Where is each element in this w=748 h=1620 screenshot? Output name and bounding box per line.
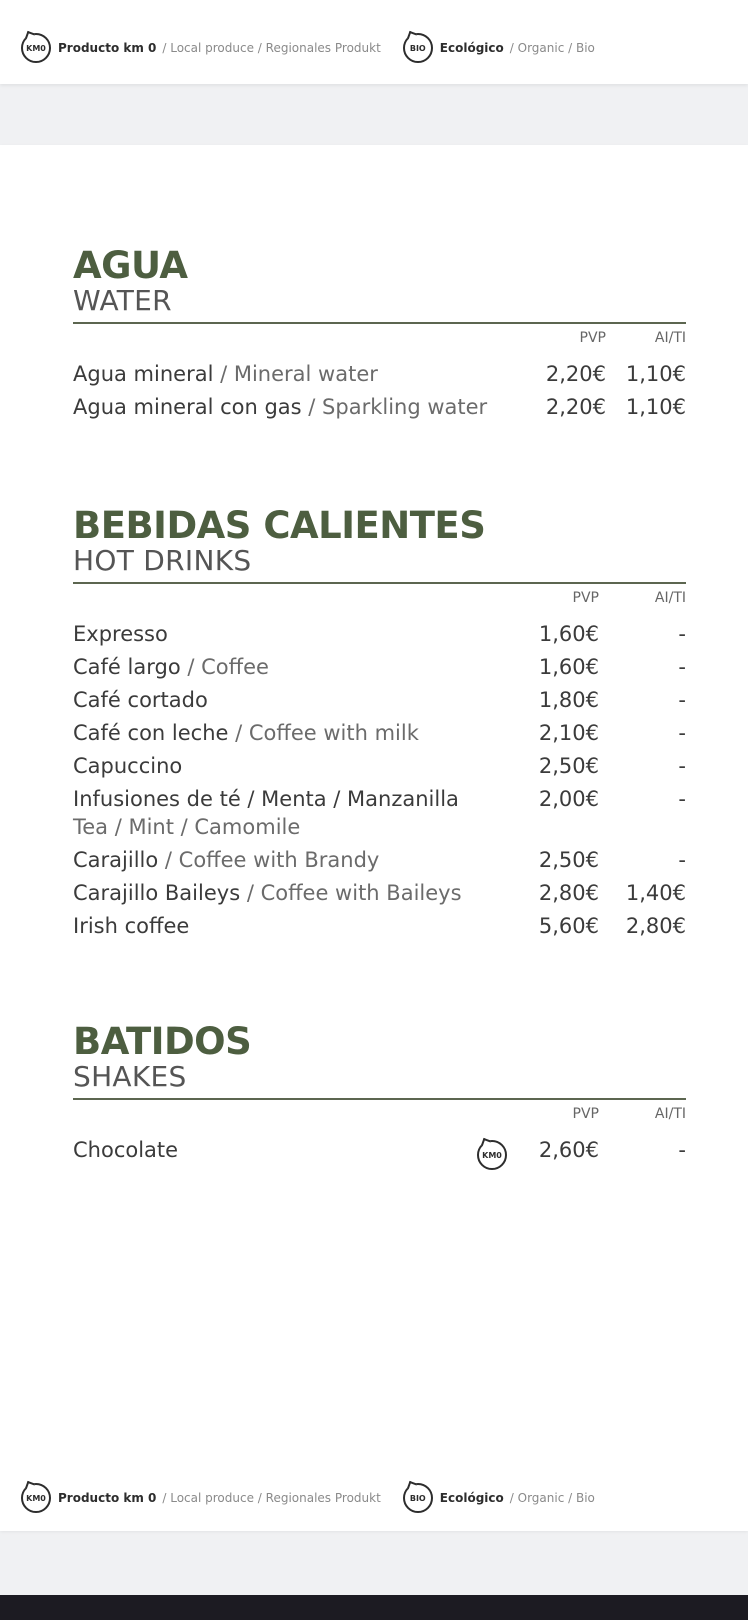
legend-bio <box>403 33 595 63</box>
col-aiti: AI/TI <box>654 590 686 606</box>
price-pvp: 1,60€ <box>538 622 599 646</box>
section-title: BATIDOS <box>73 1020 252 1063</box>
menu-item: Carajillo Baileys / Coffee with Baileys 2,80€ 1,40€ <box>73 877 686 910</box>
menu-item: Expresso 1,60€ - <box>73 618 686 651</box>
price-aiti: - <box>678 848 686 872</box>
bio-icon: BIO <box>403 33 433 63</box>
price-pvp: 1,60€ <box>538 655 599 679</box>
legend-km0-translation: / Local produce / Regionales Produkt <box>162 1491 381 1505</box>
section-subtitle: HOT DRINKS <box>73 544 252 577</box>
column-headers <box>73 324 686 358</box>
background-strip <box>0 1595 748 1620</box>
price-pvp: 2,60€ <box>538 1138 599 1162</box>
price-pvp: 1,80€ <box>538 688 599 712</box>
legend-top <box>0 0 748 84</box>
section-shakes <box>73 1022 686 1167</box>
price-pvp: 5,60€ <box>538 914 599 938</box>
price-pvp: 2,00€ <box>538 787 599 811</box>
menu-item: Infusiones de té / Menta / Manzanilla Tea / Mint / Camomile 2,00€ - <box>73 783 686 844</box>
price-aiti: - <box>678 688 686 712</box>
menu-item: Chocolate KM0 2,60€ - <box>73 1134 686 1167</box>
price-aiti: - <box>678 1138 686 1162</box>
legend-bio-label: Ecológico <box>439 1491 504 1505</box>
km0-icon: KM0 <box>21 33 51 63</box>
price-pvp: 2,50€ <box>538 848 599 872</box>
menu-item: Agua mineral con gas / Sparkling water 2,20€ 1,10€ <box>73 391 686 424</box>
menu-item: Café cortado 1,80€ - <box>73 684 686 717</box>
section-subtitle: SHAKES <box>73 1060 187 1093</box>
km0-icon: KM0 <box>477 1140 507 1170</box>
price-aiti: - <box>678 622 686 646</box>
menu-item: Agua mineral / Mineral water 2,20€ 1,10€ <box>73 358 686 391</box>
price-aiti: - <box>678 754 686 778</box>
section-hot-drinks <box>73 506 686 943</box>
price-pvp: 2,20€ <box>545 362 606 386</box>
legend-bio-label: Ecológico <box>439 41 504 55</box>
price-pvp: 2,10€ <box>538 721 599 745</box>
menu-item: Café con leche / Coffee with milk 2,10€ - <box>73 717 686 750</box>
legend-bio-translation: / Organic / Bio <box>509 1491 595 1505</box>
section-water <box>73 246 686 424</box>
price-pvp: 2,80€ <box>538 881 599 905</box>
legend-bio-translation: / Organic / Bio <box>509 41 595 55</box>
legend-bio <box>403 1483 595 1513</box>
column-headers <box>73 1100 686 1134</box>
section-title: BEBIDAS CALIENTES <box>73 504 486 547</box>
price-aiti: - <box>678 787 686 811</box>
menu-item: Carajillo / Coffee with Brandy 2,50€ - <box>73 844 686 877</box>
col-pvp: PVP <box>579 330 606 346</box>
section-subtitle: WATER <box>73 284 172 317</box>
col-pvp: PVP <box>572 1106 599 1122</box>
col-pvp: PVP <box>572 590 599 606</box>
section-title: AGUA <box>73 244 188 287</box>
column-headers <box>73 584 686 618</box>
menu-item: Irish coffee 5,60€ 2,80€ <box>73 910 686 943</box>
col-aiti: AI/TI <box>654 330 686 346</box>
legend-km0-translation: / Local produce / Regionales Produkt <box>162 41 381 55</box>
price-aiti: - <box>678 721 686 745</box>
price-aiti: 1,10€ <box>625 362 686 386</box>
col-aiti: AI/TI <box>654 1106 686 1122</box>
price-aiti: 1,40€ <box>625 881 686 905</box>
menu-item: Café largo / Coffee 1,60€ - <box>73 651 686 684</box>
legend-km0 <box>21 1483 381 1513</box>
km0-icon: KM0 <box>21 1483 51 1513</box>
menu-item: Capuccino 2,50€ - <box>73 750 686 783</box>
price-aiti: 1,10€ <box>625 395 686 419</box>
price-aiti: - <box>678 655 686 679</box>
price-aiti: 2,80€ <box>625 914 686 938</box>
price-pvp: 2,50€ <box>538 754 599 778</box>
legend-km0-label: Producto km 0 <box>58 1491 157 1505</box>
legend-bottom <box>0 1462 748 1532</box>
bio-icon: BIO <box>403 1483 433 1513</box>
legend-km0-label: Producto km 0 <box>58 41 157 55</box>
legend-km0 <box>21 33 381 63</box>
price-pvp: 2,20€ <box>545 395 606 419</box>
